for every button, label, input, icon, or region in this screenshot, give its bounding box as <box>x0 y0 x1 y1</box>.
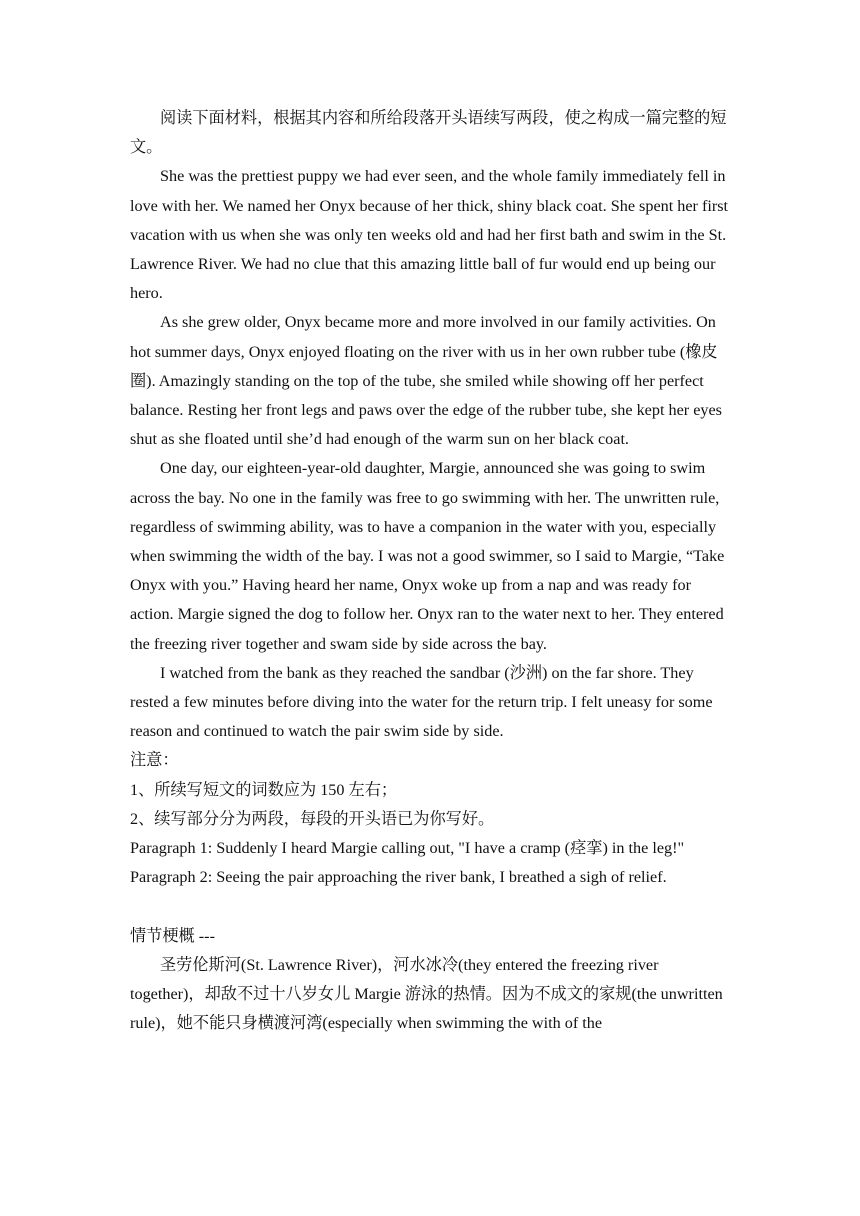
story-paragraph-4: I watched from the bank as they reached the sandbar (沙洲) on the far shore. They rested a few minutes before diving into the water for the return trip. I felt uneasy for some reason and continued to watch the pair swim side by side. <box>130 663 713 741</box>
paragraph-2-prompt: Paragraph 2: Seeing the pair approaching the river bank, I breathed a sigh of relief. <box>130 868 667 887</box>
story-paragraph-3: One day, our eighteen-year-old daughter, Margie, announced she was going to swim across the bay. No one in the family was free to go swimming with her. The unwritten rule, regardless of swimming ability, was to have a companion in the water with you, especially when swimming the width of the bay. I was not a good swimmer, so I said to Margie, “Take Onyx with you.” Having heard her name, Onyx woke up from a nap and was ready for action. Margie signed the dog to follow her. Onyx ran to the water next to her. They entered the freezing river together and swam side by side across the bay. <box>130 459 725 653</box>
note-item-1: 1、所续写短文的词数应为 150 左右； <box>130 780 398 799</box>
story-paragraph-1: She was the prettiest puppy we had ever seen, and the whole family immediately fell in love with her. We named her Onyx because of her thick, shiny black coat. She spent her first vacation with us when she was only ten weeks old and had her first bath and swim in the St. Lawrence River. We had no clue that this amazing little ball of fur would end up being our hero. <box>130 167 729 303</box>
plot-summary-heading: 情节梗概 --- <box>130 926 215 945</box>
document-page <box>130 104 732 1038</box>
instruction-text: 阅读下面材料，根据其内容和所给段落开头语续写两段，使之构成一篇完整的短文。 <box>130 109 727 157</box>
notes-heading: 注意： <box>130 751 179 770</box>
paragraph-1-prompt: Paragraph 1: Suddenly I heard Margie calling out, "I have a cramp (痉挛) in the leg!" <box>130 839 685 858</box>
section-spacer <box>130 892 732 921</box>
note-item-2: 2、续写部分分为两段，每段的开头语已为你写好。 <box>130 809 495 828</box>
story-paragraph-2: As she grew older, Onyx became more and more involved in our family activities. On hot summer days, Onyx enjoyed floating on the river with us in her own rubber tube (橡皮圈). Amazingly standing on the top of the tube, she smiled while showing off her perfect balance. Resting her front legs and paws over the edge of the rubber tube, she kept her eyes shut as she floated until she’d had enough of the warm sun on her black coat. <box>130 313 722 449</box>
plot-summary-text: 圣劳伦斯河(St. Lawrence River)，河水冰冷(they entered the freezing river together)，却敌不过十八岁女儿 Margie 游泳的热情。因为不成文的家规(the unwritten rule)，她不能只身横渡河湾(especially when swimming the with of the <box>130 955 723 1033</box>
